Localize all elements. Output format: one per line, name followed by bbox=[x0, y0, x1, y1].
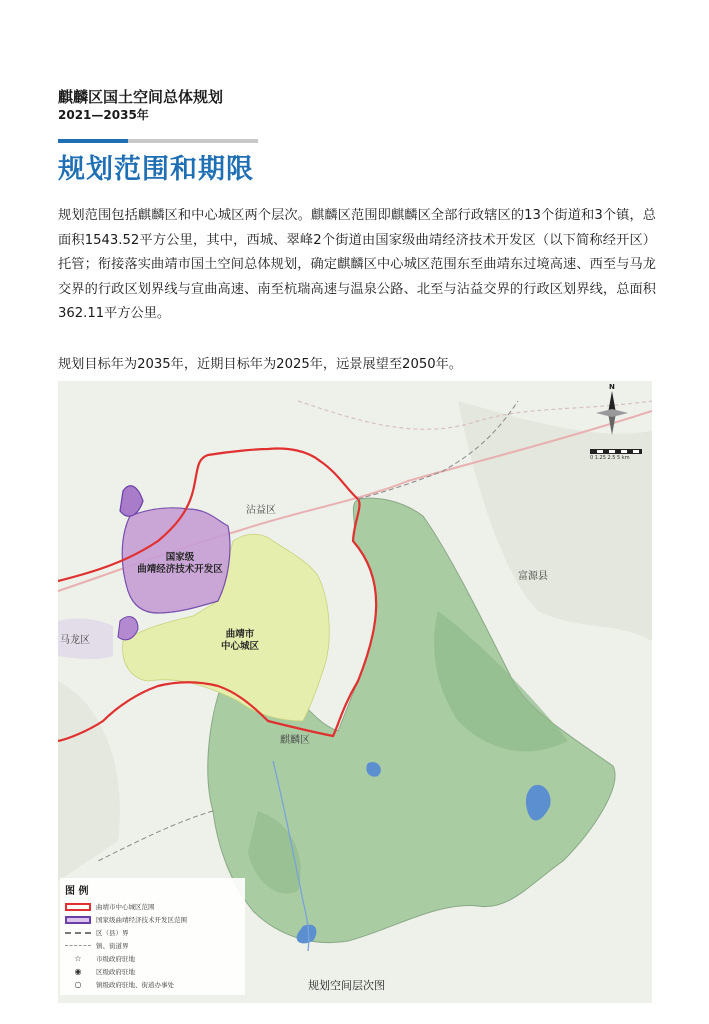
legend-item bbox=[65, 913, 240, 926]
legend-item bbox=[65, 900, 240, 913]
legend-label: 国家级曲靖经济技术开发区范围 bbox=[96, 916, 187, 924]
label-zhanyi: 沾益区 bbox=[246, 505, 276, 516]
scale-bar bbox=[590, 449, 642, 461]
dot-small-icon: ○ bbox=[74, 979, 82, 989]
north-label: N bbox=[609, 383, 615, 391]
legend-symbol-red-outline bbox=[65, 903, 91, 911]
legend-label: 区级政府驻地 bbox=[96, 968, 135, 976]
legend-label: 市级政府驻地 bbox=[96, 955, 135, 963]
legend-label: 区（县）界 bbox=[96, 929, 129, 937]
scale-text: 0 1.25 2.5 5 km bbox=[590, 455, 630, 461]
document-years: 2021—2035年 bbox=[58, 108, 149, 122]
legend-item bbox=[65, 978, 240, 991]
star-icon: ☆ bbox=[74, 953, 82, 963]
label-qilin: 麒麟区 bbox=[280, 735, 310, 746]
north-arrow bbox=[592, 383, 632, 439]
legend-label: 镇、街道界 bbox=[96, 942, 129, 950]
legend-label: 曲靖市中心城区范围 bbox=[96, 903, 155, 911]
planning-map bbox=[58, 381, 652, 1003]
legend-item bbox=[65, 965, 240, 978]
title-rule-gray bbox=[128, 139, 258, 143]
section-title: 规划范围和期限 bbox=[58, 154, 254, 185]
title-rule-accent bbox=[58, 139, 128, 143]
compass-icon bbox=[592, 383, 632, 439]
legend-symbol-purple-fill bbox=[65, 916, 91, 924]
label-central-city: 曲靖市 中心城区 bbox=[220, 629, 259, 652]
label-malong: 马龙区 bbox=[60, 635, 90, 646]
dot-big-icon: ◉ bbox=[74, 966, 82, 976]
legend-item bbox=[65, 926, 240, 939]
label-fuyuan: 富源县 bbox=[518, 571, 548, 582]
legend-item bbox=[65, 952, 240, 965]
period-paragraph: 规划目标年为2035年，近期目标年为2025年，远景展望至2050年。 bbox=[58, 357, 462, 372]
map-legend bbox=[60, 878, 245, 995]
legend-symbol-district-line bbox=[65, 932, 91, 934]
legend-label: 镇级政府驻地、街道办事处 bbox=[96, 981, 174, 989]
scope-paragraph: 规划范围包括麒麟区和中心城区两个层次。麒麟区范围即麒麟区全部行政辖区的13个街道和3个镇，总面积1543.52平方公里，其中，西城、翠峰2个街道由国家级曲靖经济技术开发区（以下简称经开区）托管；衔接落实曲靖市国土空间总体规划，确定麒麟区中心城区范围东至曲靖东过境高速、西至与马龙交界的行政区划界线与宣曲高速、南至杭瑞高速与温泉公路、北至与沾益交界的行政区划界线，总面积362.11平方公里。 bbox=[58, 208, 656, 321]
scale-bar-graphic bbox=[590, 449, 642, 454]
document-title: 麒麟区国土空间总体规划 bbox=[58, 88, 224, 106]
map-caption: 规划空间层次图 bbox=[308, 979, 385, 992]
legend-item bbox=[65, 939, 240, 952]
legend-title: 图 例 bbox=[65, 886, 89, 897]
label-dev-zone: 国家级 曲靖经济技术开发区 bbox=[137, 552, 223, 575]
legend-symbol-town-line bbox=[65, 945, 91, 946]
